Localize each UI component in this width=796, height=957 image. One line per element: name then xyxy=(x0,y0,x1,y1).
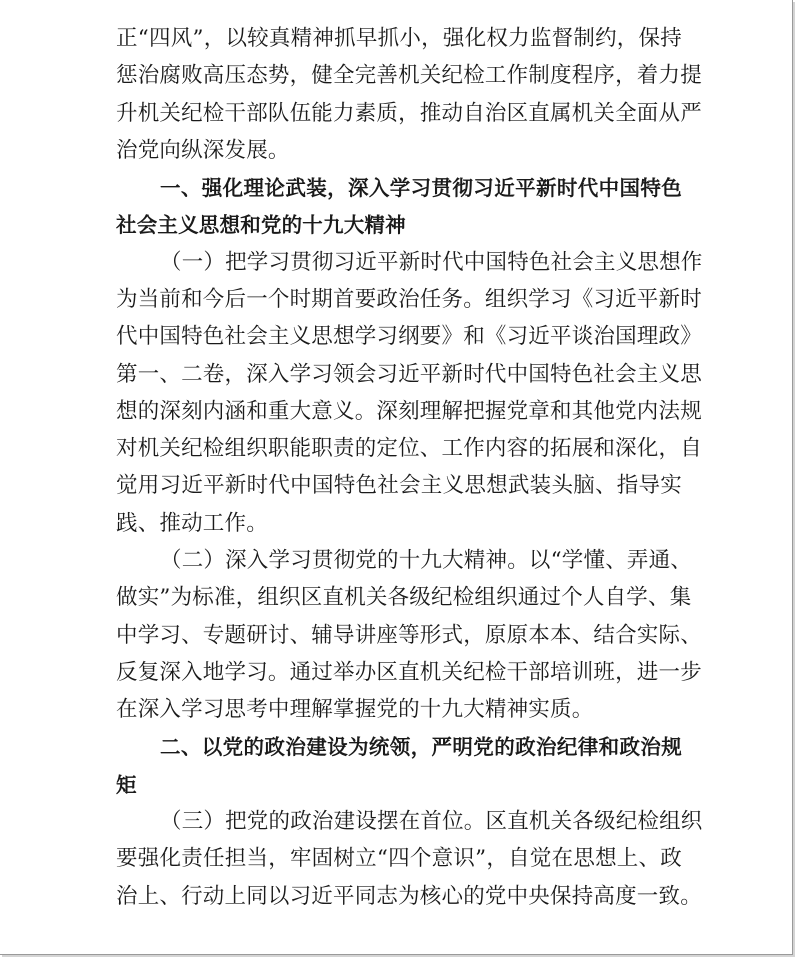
body-text-line: 想的深刻内涵和重大意义。深刻理解把握党章和其他党内法规 xyxy=(116,399,702,424)
body-text-line: 在深入学习思考中理解掌握党的十九大精神实质。 xyxy=(116,697,594,722)
section-heading-1: 一、强化理论武装，深入学习贯彻习近平新时代中国特色 xyxy=(160,176,682,200)
subsection-heading-2: （二）深入学习贯彻党的十九大精神。以“学懂、弄通、 xyxy=(160,548,692,573)
body-text-line: 反复深入地学习。通过举办区直机关纪检干部培训班，进一步 xyxy=(116,660,702,685)
body-text-line: 第一、二卷，深入学习领会习近平新时代中国特色社会主义思 xyxy=(116,362,702,387)
body-text-line: 践、推动工作。 xyxy=(116,511,268,536)
body-text-line: 要强化责任担当，牢固树立“四个意识”，自觉在思想上、政 xyxy=(116,846,682,871)
section-heading-1-cont: 社会主义思想和党的十九大精神 xyxy=(116,213,406,237)
body-text-line: 对机关纪检组织职能职责的定位、工作内容的拓展和深化，自 xyxy=(116,436,702,461)
body-text-line: 代中国特色社会主义思想学习纲要》和《习近平谈治国理政》 xyxy=(116,324,702,349)
subsection-heading-1: （一）把学习贯彻习近平新时代中国特色社会主义思想作 xyxy=(160,250,703,275)
section-heading-2-cont: 矩 xyxy=(116,773,137,797)
body-text-line: 正“四风”，以较真精神抓早抓小，强化权力监督制约，保持 xyxy=(116,26,682,51)
body-text-line: 升机关纪检干部队伍能力素质，推动自治区直属机关全面从严 xyxy=(116,101,702,126)
body-text-line: 为当前和今后一个时期首要政治任务。组织学习《习近平新时 xyxy=(116,287,702,312)
body-text-line: 治上、行动上同以习近平同志为核心的党中央保持高度一致。 xyxy=(116,884,702,909)
body-text-line: 治党向纵深发展。 xyxy=(116,138,290,163)
body-text-line: 中学习、专题研讨、辅导讲座等形式，原原本本、结合实际、 xyxy=(116,623,702,648)
body-text-line: 做实”为标准，组织区直机关各级纪检组织通过个人自学、集 xyxy=(116,585,692,610)
body-text-line: 惩治腐败高压态势，健全完善机关纪检工作制度程序，着力提 xyxy=(116,63,702,88)
body-text-line: 觉用习近平新时代中国特色社会主义思想武装头脑、指导实 xyxy=(116,473,682,498)
subsection-heading-3: （三）把党的政治建设摆在首位。区直机关各级纪检组织 xyxy=(160,809,703,834)
section-heading-2: 二、以党的政治建设为统领，严明党的政治纪律和政治规 xyxy=(160,735,682,759)
